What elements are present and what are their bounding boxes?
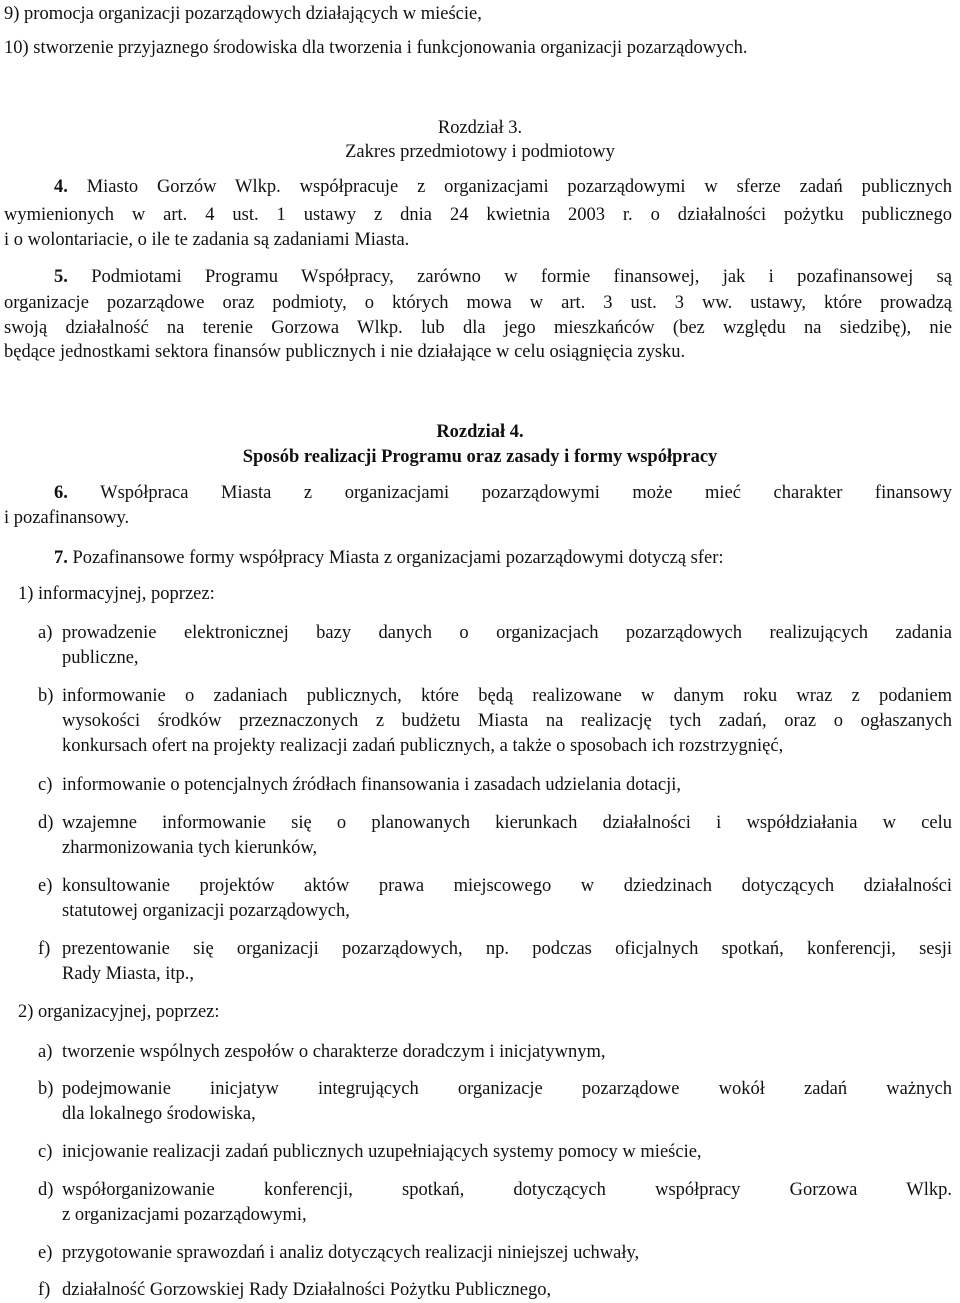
sphere-2-item-d-marker: d) (38, 1180, 54, 1200)
sphere-2-item-f-line-1: działalność Gorzowskiej Rady Działalności Pożytku Publicznego, (62, 1280, 552, 1300)
sphere-2-item-d-line-2: z organizacjami pozarządowymi, (62, 1205, 307, 1225)
paragraph-7-number: 7. (54, 548, 68, 568)
chapter-4-title: Sposób realizacji Programu oraz zasady i formy współpracy (242, 447, 718, 467)
sphere-2-item-a-marker: a) (38, 1042, 53, 1062)
paragraph-7: 7. Pozafinansowe formy współpracy Miasta z organizacjami pozarządowymi dotyczą sfer: (54, 548, 724, 568)
sphere-1-item-b-marker: b) (38, 686, 54, 706)
sphere-1-item-a-line-1: prowadzenie elektronicznej bazy danych o organizacjach pozarządowych realizujących zadania (62, 623, 952, 643)
sphere-1-item-a-line-2: publiczne, (62, 648, 139, 668)
sphere-1-item-a-marker: a) (38, 623, 53, 643)
list-item-9: 9) promocja organizacji pozarządowych działających w mieście, (4, 4, 482, 24)
paragraph-4-line-2: wymienionych w art. 4 ust. 1 ustawy z dnia 24 kwietnia 2003 r. o działalności pożytku publicznego (4, 205, 952, 225)
sphere-2-item-b-line-1: podejmowanie inicjatyw integrujących organizacje pozarządowe wokół zadań ważnych (62, 1079, 952, 1099)
paragraph-6-line-2: i pozafinansowy. (4, 508, 130, 528)
paragraph-4-line-3: i o wolontariacie, o ile te zadania są zadaniami Miasta. (4, 230, 410, 250)
sphere-2-item-c-line-1: inicjowanie realizacji zadań publicznych uzupełniających systemy pomocy w mieście, (62, 1142, 702, 1162)
sphere-1-item-c-line-1: informowanie o potencjalnych źródłach finansowania i zasadach udzielania dotacji, (62, 775, 681, 795)
sphere-2-item-e-line-1: przygotowanie sprawozdań i analiz dotyczących realizacji niniejszej uchwały, (62, 1243, 640, 1263)
sphere-1-item-b-line-3: konkursach ofert na projekty realizacji zadań publicznych, a także o sposobach ich rozstrzygnięć, (62, 736, 784, 756)
paragraph-4-number: 4. (54, 177, 68, 197)
paragraph-5-line-2: organizacje pozarządowe oraz podmioty, o których mowa w art. 3 ust. 3 ww. ustawy, które prowadzą (4, 293, 952, 313)
sphere-2-item-e-marker: e) (38, 1243, 53, 1263)
sphere-2-item-a-line-1: tworzenie wspólnych zespołów o charakterze doradczym i inicjatywnym, (62, 1042, 606, 1062)
sphere-1-label: 1) informacyjnej, poprzez: (18, 584, 215, 604)
sphere-1-item-f-line-2: Rady Miasta, itp., (62, 964, 195, 984)
paragraph-5-number: 5. (54, 267, 68, 287)
chapter-3-label: Rozdział 3. (437, 118, 523, 138)
sphere-1-item-d-marker: d) (38, 813, 54, 833)
sphere-1-item-f-line-1: prezentowanie się organizacji pozarządowych, np. podczas oficjalnych spotkań, konferencji, sesji (62, 939, 952, 959)
sphere-2-item-b-line-2: dla lokalnego środowiska, (62, 1104, 256, 1124)
sphere-1-item-e-line-1: konsultowanie projektów aktów prawa miejscowego w dziedzinach dotyczących działalności (62, 876, 952, 896)
sphere-1-item-b-line-1: informowanie o zadaniach publicznych, które będą realizowane w danym roku wraz z podaniem (62, 686, 952, 706)
paragraph-5-line-1: 5. Podmiotami Programu Współpracy, zarówno w formie finansowej, jak i pozafinansowej są (54, 267, 952, 287)
paragraph-6-line-1: 6. Współpraca Miasta z organizacjami pozarządowymi może mieć charakter finansowy (54, 483, 952, 503)
paragraph-6-number: 6. (54, 483, 68, 503)
paragraph-5-line-3: swoją działalność na terenie Gorzowa Wlkp. lub dla jego mieszkańców (bez względu na siedzibę), nie (4, 318, 952, 338)
chapter-4-label: Rozdział 4. (436, 422, 524, 442)
chapter-3-title: Zakres przedmiotowy i podmiotowy (345, 142, 615, 162)
sphere-1-item-c-marker: c) (38, 775, 53, 795)
sphere-1-item-e-marker: e) (38, 876, 53, 896)
sphere-2-item-c-marker: c) (38, 1142, 53, 1162)
paragraph-4-line-1: 4. Miasto Gorzów Wlkp. współpracuje z organizacjami pozarządowymi w sferze zadań publicznych (54, 177, 952, 197)
sphere-2-item-d-line-1: współorganizowanie konferencji, spotkań, dotyczących współpracy Gorzowa Wlkp. (62, 1180, 952, 1200)
sphere-1-item-e-line-2: statutowej organizacji pozarządowych, (62, 901, 350, 921)
sphere-2-item-b-marker: b) (38, 1079, 54, 1099)
paragraph-5-line-4: będące jednostkami sektora finansów publicznych i nie działające w celu osiągnięcia zysku. (4, 342, 686, 362)
sphere-1-item-d-line-1: wzajemne informowanie się o planowanych kierunkach działalności i współdziałania w celu (62, 813, 952, 833)
sphere-2-item-f-marker: f) (38, 1280, 51, 1300)
list-item-10: 10) stworzenie przyjaznego środowiska dla tworzenia i funkcjonowania organizacji pozarządowych. (4, 38, 748, 58)
sphere-1-item-b-line-2: wysokości środków przeznaczonych z budżetu Miasta na realizację tych zadań, oraz o ogłaszanych (62, 711, 952, 731)
sphere-2-label: 2) organizacyjnej, poprzez: (18, 1002, 220, 1022)
sphere-1-item-d-line-2: zharmonizowania tych kierunków, (62, 838, 318, 858)
sphere-1-item-f-marker: f) (38, 939, 51, 959)
